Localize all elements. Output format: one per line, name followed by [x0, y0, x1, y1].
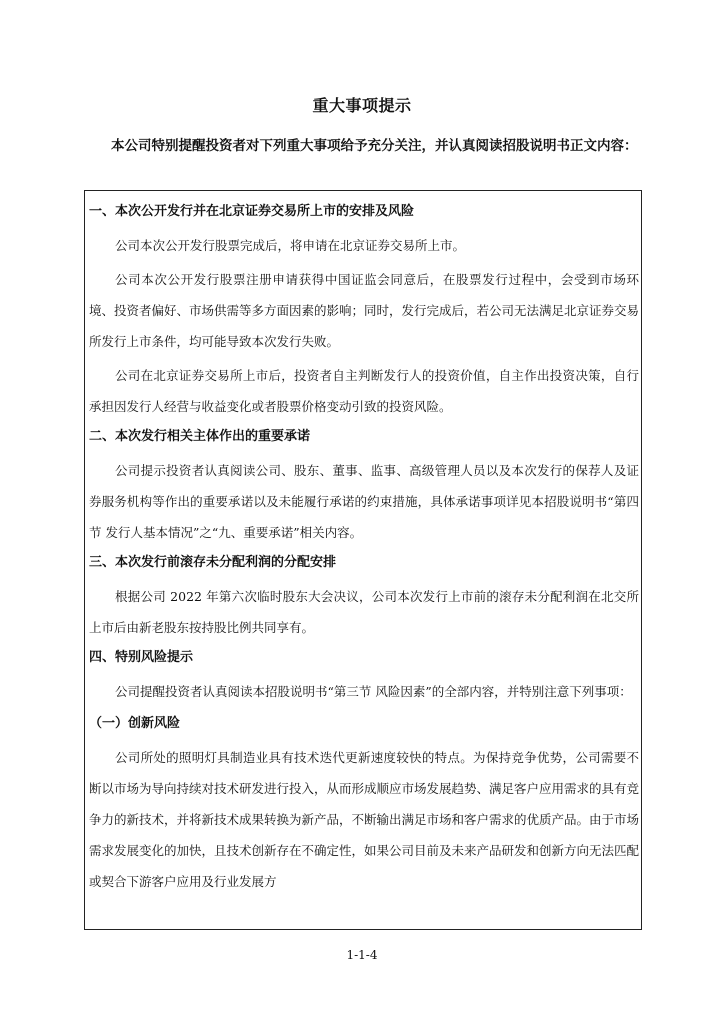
- section-heading-2: 二、本次发行相关主体作出的重要承诺: [89, 429, 311, 444]
- section-3-paragraph: 根据公司 2022 年第六次临时股东大会决议，公司本次发行上市前的滚存未分配利润在北交所上市后由新老股东按持股比例共同享有。: [89, 589, 639, 635]
- section-1-paragraph: 公司本次公开发行股票注册申请获得中国证监会同意后，在股票发行过程中，会受到市场环境、投资者偏好、市场供需等多方面因素的影响；同时，发行完成后，若公司无法满足北京证券交易所发行上市条件，均可能导致本次发行失败。: [89, 272, 640, 349]
- content-frame: [84, 190, 642, 930]
- page-number: 1-1-4: [346, 948, 378, 962]
- section-heading-3: 三、本次发行前滚存未分配利润的分配安排: [89, 555, 337, 570]
- section-heading-1: 一、本次公开发行并在北京证券交易所上市的安排及风险: [89, 204, 415, 219]
- section-4-paragraph: 公司提醒投资者认真阅读本招股说明书“第三节 风险因素”的全部内容，并特别注意下列事项：: [115, 684, 632, 699]
- section-1-paragraph: 公司在北京证券交易所上市后，投资者自主判断发行人的投资价值，自主作出投资决策，自行承担因发行人经营与收益变化或者股票价格变动引致的投资风险。: [89, 368, 639, 414]
- subsection-paragraph: 公司所处的照明灯具制造业具有技术迭代更新速度较快的特点。为保持竞争优势，公司需要不断以市场为导向持续对技术研发进行投入，从而形成顺应市场发展趋势、满足客户应用需求的具有竞争力的新技术，并将新技术成果转换为新产品，不断输出满足市场和客户需求的优质产品。由于市场需求发展变化的加快，且技术创新存在不确定性，如果公司目前及未来产品研发和创新方向无法匹配或契合下游客户应用及行业发展方: [89, 750, 640, 889]
- page-title: 重大事项提示: [312, 96, 412, 115]
- intro-paragraph: 本公司特别提醒投资者对下列重大事项给予充分关注，并认真阅读招股说明书正文内容：: [111, 138, 638, 154]
- section-2-paragraph: 公司提示投资者认真阅读公司、股东、董事、监事、高级管理人员以及本次发行的保荐人及证券服务机构等作出的重要承诺以及未能履行承诺的约束措施，具体承诺事项详见本招股说明书“第四节 发行人基本情况”之“九、重要承诺”相关内容。: [89, 463, 639, 540]
- section-heading-4: 四、特别风险提示: [89, 650, 194, 665]
- subsection-heading: （一）创新风险: [89, 716, 181, 731]
- section-1-paragraph: 公司本次公开发行股票完成后，将申请在北京证券交易所上市。: [115, 238, 466, 253]
